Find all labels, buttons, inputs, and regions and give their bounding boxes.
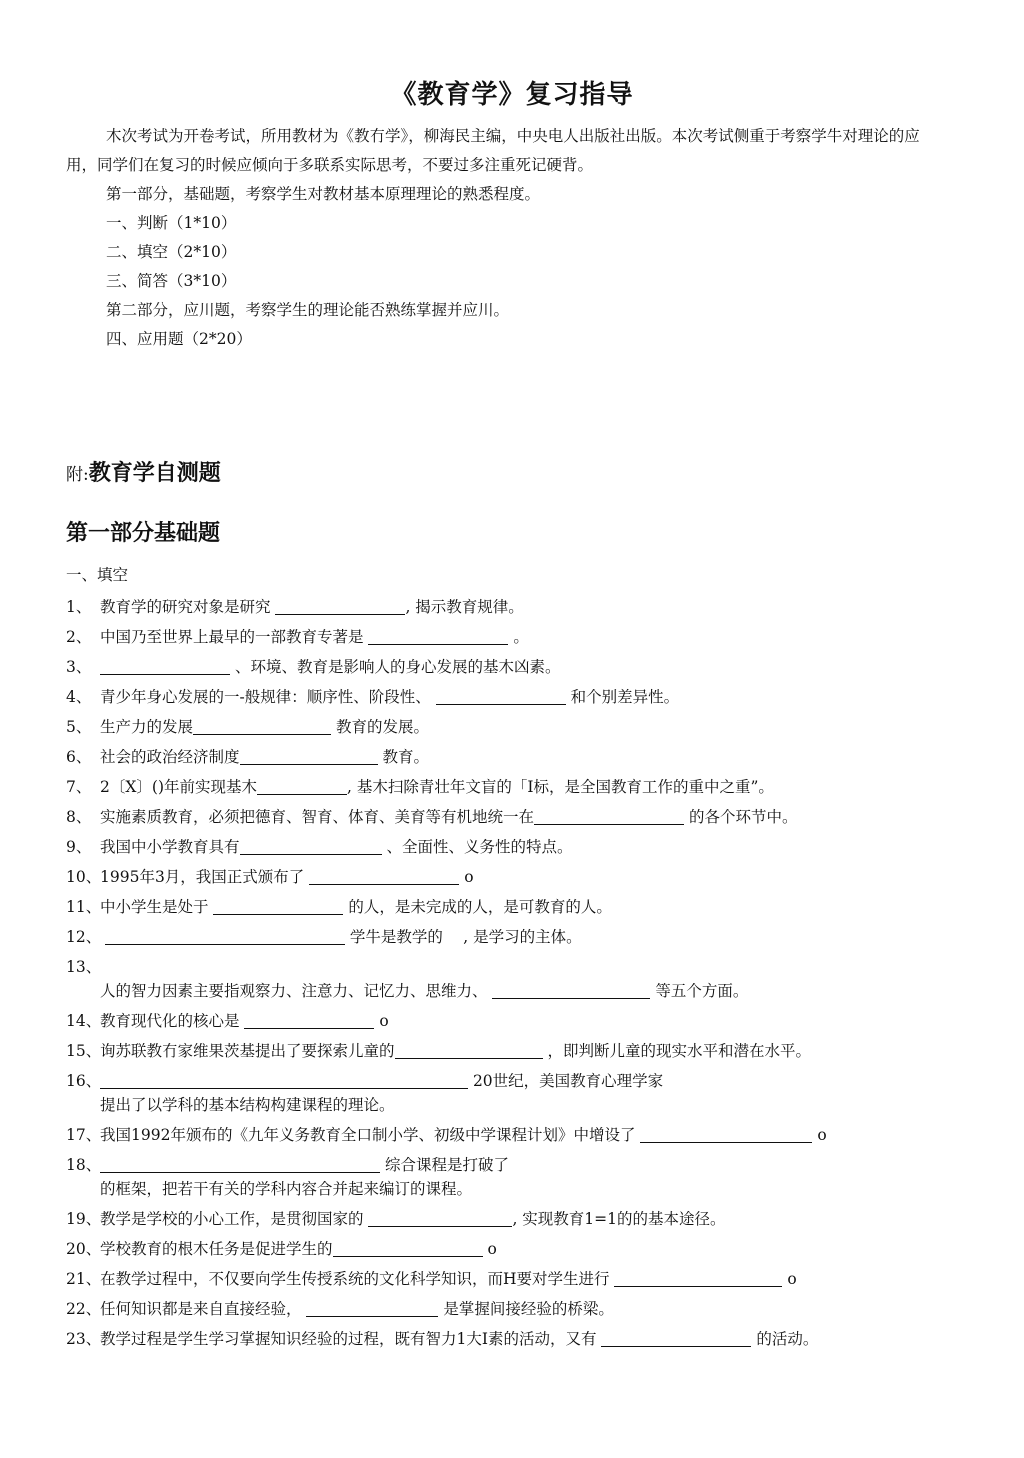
question-number: 17、 xyxy=(66,1126,102,1144)
question-item xyxy=(66,1150,946,1204)
question-item xyxy=(66,712,946,742)
question-item xyxy=(66,892,946,922)
exam-section-application: 四、应用题（2*20） xyxy=(106,330,252,348)
question-text: 人的智力因素主要指观察力、注意力、记忆力、思维力、 xyxy=(100,982,488,1000)
question-text: 教育学的研究对象是研究 xyxy=(100,598,271,616)
part-one-description: 第一部分，基础题，考察学生对教材基本原理理论的熟悉程度。 xyxy=(106,185,541,203)
question-text: 询苏联教冇家维果茨基提出了要探索儿童的 xyxy=(100,1042,395,1060)
question-item xyxy=(66,1294,946,1324)
question-number: 7、 xyxy=(66,778,92,796)
question-text: 教育现代化的核心是 xyxy=(100,1012,240,1030)
question-text: 2〔X〕()年前实现基木 xyxy=(100,778,257,796)
question-number: 16、 xyxy=(66,1072,102,1090)
question-number: 5、 xyxy=(66,718,92,736)
question-item xyxy=(66,652,946,682)
question-number: 15、 xyxy=(66,1042,102,1060)
answer-blank[interactable] xyxy=(492,980,650,999)
question-text: 教学是学校的小心工作，是贯彻国家的 xyxy=(100,1210,364,1228)
question-number: 23、 xyxy=(66,1330,102,1348)
question-number: 8、 xyxy=(66,808,92,826)
answer-blank[interactable] xyxy=(193,716,331,735)
answer-blank[interactable] xyxy=(368,1208,512,1227)
question-text: , 基木扫除青壮年文盲的「I标，是全国教育工作的重中之重”。 xyxy=(347,778,774,796)
question-number: 11、 xyxy=(66,898,102,916)
answer-blank[interactable] xyxy=(100,1070,468,1089)
question-text: 在教学过程中，不仅要向学生传授系统的文化科学知识，而H要对学生进行 xyxy=(100,1270,610,1288)
question-item xyxy=(66,832,946,862)
question-item xyxy=(66,1324,946,1354)
answer-blank[interactable] xyxy=(240,746,378,765)
question-number: 3、 xyxy=(66,658,92,676)
question-number: 19、 xyxy=(66,1210,102,1228)
question-item xyxy=(66,1066,946,1120)
question-text: 。 xyxy=(513,628,529,646)
question-text: o xyxy=(817,1126,827,1144)
question-text: o xyxy=(487,1240,497,1258)
question-text: 20世纪，美国教育心理学家 xyxy=(472,1072,664,1090)
question-text: 实施素质教育，必须把德育、智育、体育、美育等有机地统一在 xyxy=(100,808,535,826)
question-item xyxy=(66,682,946,712)
question-item xyxy=(66,1234,946,1264)
document-title: 《教育学》复习指导 xyxy=(390,80,634,110)
question-item xyxy=(66,772,946,802)
part-two-description: 第二部分，应川题，考察学生的理论能否熟练掌握并应川。 xyxy=(106,301,510,319)
question-text: 青少年身心发展的一-般规律：顺序性、阶段性、 xyxy=(100,688,431,706)
answer-blank[interactable] xyxy=(275,596,405,615)
question-text: 的框架，把若干有关的学科内容合并起来编订的课程。 xyxy=(100,1180,473,1198)
answer-blank[interactable] xyxy=(436,686,566,705)
answer-blank[interactable] xyxy=(105,926,345,945)
answer-blank[interactable] xyxy=(240,836,382,855)
question-number: 6、 xyxy=(66,748,92,766)
question-text: 是掌握间接经验的桥梁。 xyxy=(443,1300,614,1318)
question-item xyxy=(66,742,946,772)
question-text: , 揭示教育规律。 xyxy=(405,598,524,616)
question-number: 9、 xyxy=(66,838,92,856)
exam-section-judgement: 一、判断（1*10） xyxy=(106,214,237,232)
question-text: 等五个方面。 xyxy=(655,982,749,1000)
question-text: 任何知识都是来自直接经验， xyxy=(100,1300,302,1318)
question-text: 教育的发展。 xyxy=(335,718,429,736)
answer-blank[interactable] xyxy=(333,1238,483,1257)
question-number: 20、 xyxy=(66,1240,102,1258)
question-number: 12、 xyxy=(66,928,102,946)
answer-blank[interactable] xyxy=(601,1328,751,1347)
answer-blank[interactable] xyxy=(244,1010,374,1029)
question-text: ，即判断儿童的现实水平和潜在水平。 xyxy=(547,1042,811,1060)
question-text: 、环境、教育是影响人的身心发展的基木凶素。 xyxy=(234,658,561,676)
question-text: 我国1992年颁布的《九年义务教育全口制小学、初级中学课程计划》中增设了 xyxy=(100,1126,636,1144)
question-number: 1、 xyxy=(66,598,92,616)
question-text: o xyxy=(379,1012,389,1030)
question-text: 提出了以学科的基本结构构建课程的理论。 xyxy=(100,1096,395,1114)
question-text: 的各个环节中。 xyxy=(688,808,798,826)
answer-blank[interactable] xyxy=(614,1268,782,1287)
question-text: 、全面性、义务性的特点。 xyxy=(386,838,573,856)
question-item xyxy=(66,1120,946,1150)
answer-blank[interactable] xyxy=(395,1040,543,1059)
appendix-heading xyxy=(66,456,221,487)
question-text: 1995年3月，我国正式颁布了 xyxy=(100,868,305,886)
question-text: 中小学生是处于 xyxy=(100,898,209,916)
question-text: o xyxy=(787,1270,797,1288)
question-number: 4、 xyxy=(66,688,92,706)
question-number: 18、 xyxy=(66,1156,102,1174)
question-text: 教学过程是学生学习掌握知识经验的过程，既有智力1大I素的活动，又有 xyxy=(100,1330,597,1348)
section-title: 一、填空 xyxy=(66,566,129,584)
question-number: 13、 xyxy=(66,958,102,976)
question-text: 学牛是教学的 , 是学习的主体。 xyxy=(349,928,582,946)
question-text: 教育。 xyxy=(382,748,429,766)
question-item xyxy=(66,1264,946,1294)
question-text: 生产力的发展 xyxy=(100,718,194,736)
question-number: 14、 xyxy=(66,1012,102,1030)
question-number: 21、 xyxy=(66,1270,102,1288)
question-item xyxy=(66,622,946,652)
question-number: 22、 xyxy=(66,1300,102,1318)
question-text: 学校教育的根木任务是促进学生的 xyxy=(100,1240,333,1258)
question-item xyxy=(66,952,946,1006)
question-text: 中国乃至世界上最早的一部教育专著是 xyxy=(100,628,364,646)
exam-section-short: 三、简答（3*10） xyxy=(106,272,237,290)
question-text: 综合课程是打破了 xyxy=(384,1156,509,1174)
intro-paragraph: 木次考试为开卷考试，所用教材为《教冇学》，柳海民主编，中央电人出版社出版。本次考试侧重于考察学牛对理论的应用，同学们在复习的时候应倾向于多联系实际思考，不要过多注重死记硬背。 xyxy=(66,127,920,174)
appendix-prefix: 附: xyxy=(66,465,89,485)
answer-blank[interactable] xyxy=(368,626,508,645)
question-text: o xyxy=(464,868,474,886)
question-text: 我国中小学教育具有 xyxy=(100,838,240,856)
question-item xyxy=(66,592,946,622)
question-item xyxy=(66,1036,946,1066)
question-text: 的活动。 xyxy=(756,1330,819,1348)
answer-blank[interactable] xyxy=(100,1154,380,1173)
question-text: 社会的政治经济制度 xyxy=(100,748,240,766)
question-number: 10、 xyxy=(66,868,102,886)
intro-block xyxy=(66,122,926,354)
answer-blank[interactable] xyxy=(100,656,230,675)
answer-blank[interactable] xyxy=(306,1298,438,1317)
answer-blank[interactable] xyxy=(309,866,459,885)
question-item xyxy=(66,802,946,832)
answer-blank[interactable] xyxy=(213,896,343,915)
answer-blank[interactable] xyxy=(640,1124,812,1143)
appendix-title: 教育学自测题 xyxy=(88,461,221,486)
question-number: 2、 xyxy=(66,628,92,646)
part-title: 第一部分基础题 xyxy=(66,521,221,546)
question-item xyxy=(66,1204,946,1234)
answer-blank[interactable] xyxy=(534,806,684,825)
question-text: 和个别差异性。 xyxy=(570,688,680,706)
question-list xyxy=(66,592,946,1354)
answer-blank[interactable] xyxy=(257,776,347,795)
question-item xyxy=(66,922,946,952)
question-item xyxy=(66,1006,946,1036)
question-text: 的人，是未完成的人，是可教育的人。 xyxy=(348,898,612,916)
exam-section-fill: 二、填空（2*10） xyxy=(106,243,237,261)
question-text: , 实现教育1=1的的基本途径。 xyxy=(512,1210,726,1228)
question-item xyxy=(66,862,946,892)
